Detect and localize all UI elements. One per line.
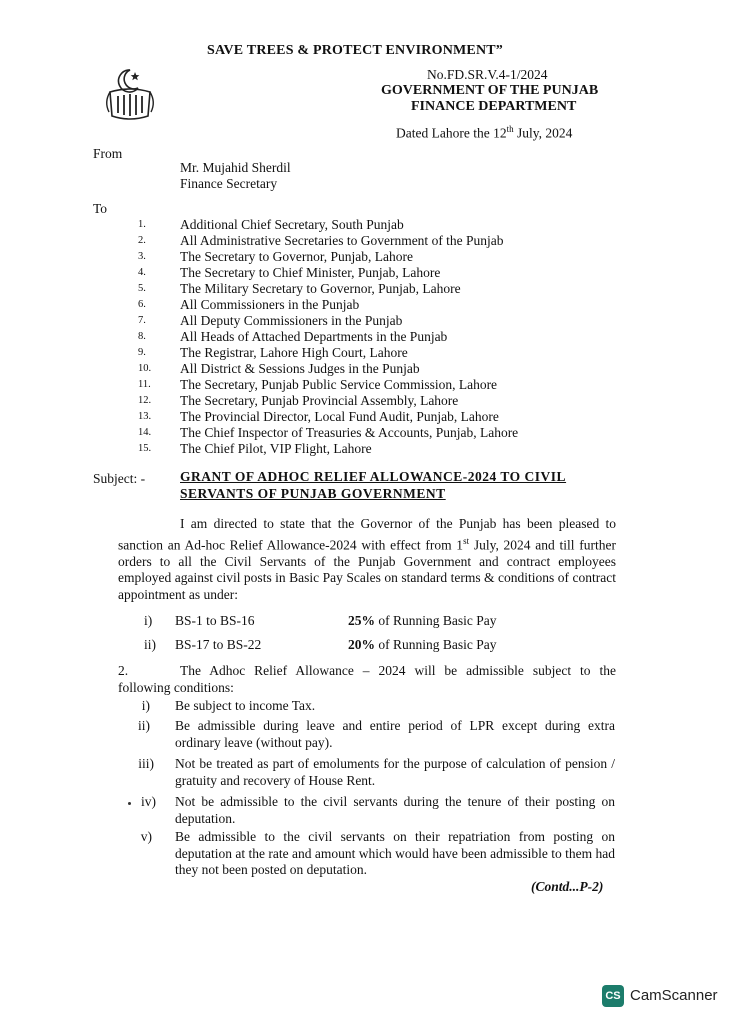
paragraph-2-number: 2. (118, 663, 129, 678)
to-label: To (93, 201, 108, 216)
header-slogan: SAVE TREES & PROTECT ENVIRONMENT” (207, 43, 503, 58)
sender-title: Finance Secretary (180, 176, 278, 191)
paragraph-2-line-1: The Adhoc Relief Allowance – 2024 will be admissible subject to the (180, 663, 616, 678)
sender-name: Mr. Mujahid Sherdil (180, 160, 291, 175)
camscanner-logo-icon: CS (602, 985, 624, 1007)
punjab-government-emblem (100, 66, 160, 124)
subject-label: Subject: - (93, 471, 146, 486)
camscanner-label: CamScanner (630, 987, 718, 1004)
body-paragraph-1: I am directed to state that the Governor of the Punjab has been pleased to sanction an Ad-hoc Relief Allowance-2024 with effect from 1st July, 2024 and till further orders to all the Civil Servants of the Punjab Government and contract employees employed against civil posts in Basic Pay Scales on standard terms & conditions of contract appointment as under: (118, 516, 616, 602)
reference-number: No.FD.SR.V.4-1/2024 (427, 67, 548, 82)
government-name: GOVERNMENT OF THE PUNJAB (381, 83, 599, 98)
from-label: From (93, 146, 123, 161)
department-name: FINANCE DEPARTMENT (411, 99, 577, 114)
paragraph-2-line-2: following conditions: (118, 680, 234, 695)
subject-line-1: GRANT OF ADHOC RELIEF ALLOWANCE-2024 TO CIVIL (180, 469, 567, 484)
letter-date: Dated Lahore the 12th July, 2024 (396, 124, 573, 141)
subject-line-2: SERVANTS OF PUNJAB GOVERNMENT (180, 486, 446, 501)
scan-speck (128, 802, 131, 805)
continued-marker: (Contd...P-2) (531, 879, 604, 894)
